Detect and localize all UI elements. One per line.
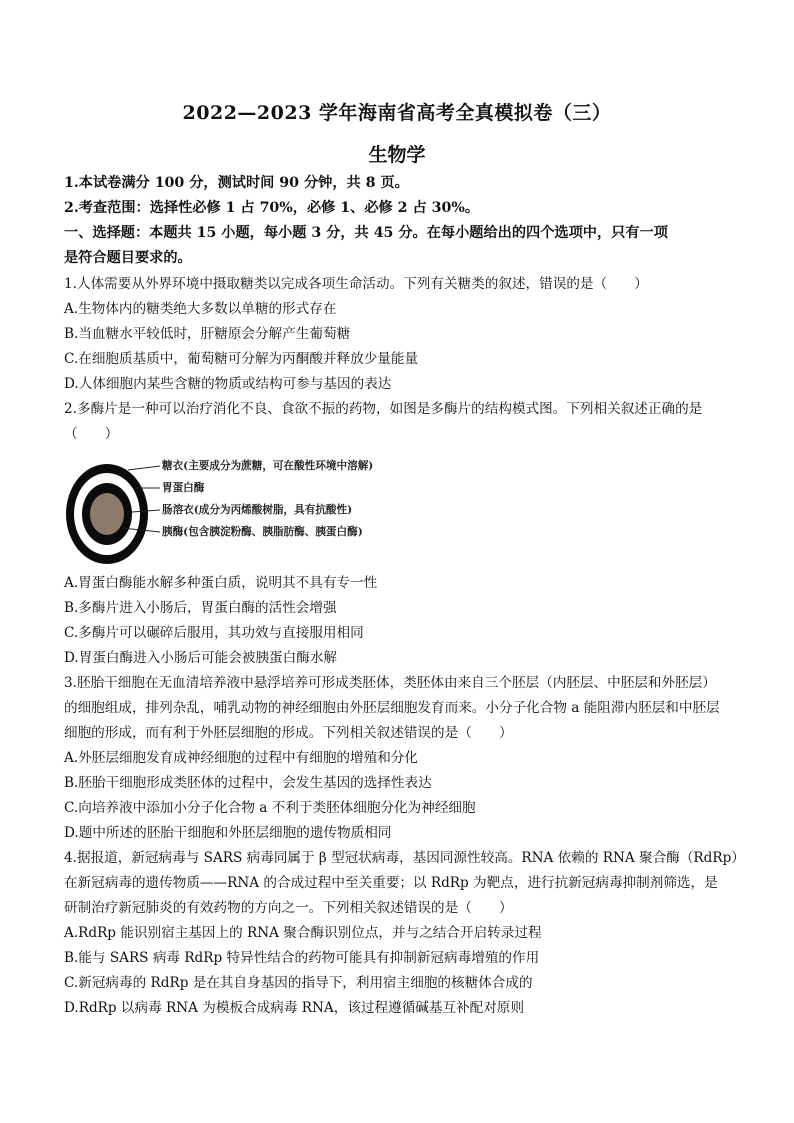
section-heading-line-2: 是符合题目要求的。 <box>64 250 192 266</box>
q4-option-d: D.RdRp 以病毒 RNA 为模板合成病毒 RNA，该过程遵循碱基互补配对原则 <box>64 1000 525 1016</box>
multi-enzyme-tablet-figure <box>62 450 422 575</box>
q3-option-b: B.胚胎干细胞形成类胚体的过程中，会发生基因的选择性表达 <box>64 775 432 791</box>
q2-option-a: A.胃蛋白酶能水解多种蛋白质，说明其不具有专一性 <box>64 575 378 591</box>
label-enteric-coat: 肠溶衣(成分为丙烯酸树脂，具有抗酸性) <box>162 504 353 516</box>
q4-stem-line-1: 4.据报道，新冠病毒与 SARS 病毒同属于 β 型冠状病毒，基因同源性较高。RNA 依赖的 RNA 聚合酶（RdRp） <box>64 850 745 866</box>
q4-option-b: B.能与 SARS 病毒 RdRp 特异性结合的药物可能具有抑制新冠病毒增殖的作用 <box>64 950 540 966</box>
label-pepsin: 胃蛋白酶 <box>162 482 205 494</box>
q1-stem: 1.人体需要从外界环境中摄取糖类以完成各项生命活动。下列有关糖类的叙述，错误的是（ ） <box>64 276 648 292</box>
q2-stem-line-2: （ ） <box>64 426 119 442</box>
q3-option-c: C.向培养液中添加小分子化合物 a 不利于类胚体细胞分化为神经细胞 <box>64 800 476 816</box>
q4-option-a: A.RdRp 能识别宿主基因上的 RNA 聚合酶识别位点，并与之结合开启转录过程 <box>64 925 542 941</box>
leader-line-1 <box>128 466 160 470</box>
q4-stem-line-2: 在新冠病毒的遗传物质——RNA 的合成过程中至关重要；以 RdRp 为靶点，进行抗新冠病毒抑制剂筛选，是 <box>64 875 718 891</box>
pancreatin-core <box>90 493 124 535</box>
q3-option-a: A.外胚层细胞发育成神经细胞的过程中有细胞的增殖和分化 <box>64 750 418 766</box>
subject-title: 生物学 <box>368 144 426 166</box>
q1-option-b: B.当血糖水平较低时，肝糖原会分解产生葡萄糖 <box>64 326 351 342</box>
label-sugar-coat: 糖衣(主要成分为蔗糖，可在酸性环境中溶解) <box>162 460 374 472</box>
q3-stem-line-2: 的细胞组成，排列杂乱，哺乳动物的神经细胞由外胚层细胞发育而来。小分子化合物 a 能阻滞内胚层和中胚层 <box>64 700 720 716</box>
note-2: 2.考查范围：选择性必修 1 占 70%，必修 1、必修 2 占 30%。 <box>64 200 480 216</box>
note-1: 1.本试卷满分 100 分，测试时间 90 分钟，共 8 页。 <box>64 175 409 191</box>
section-heading-line-1: 一、选择题：本题共 15 小题，每小题 3 分，共 45 分。在每小题给出的四个选项中，只有一项 <box>64 225 668 241</box>
q2-option-b: B.多酶片进入小肠后，胃蛋白酶的活性会增强 <box>64 600 337 616</box>
q3-stem-line-1: 3.胚胎干细胞在无血清培养液中悬浮培养可形成类胚体，类胚体由来自三个胚层（内胚层、中胚层和外胚层） <box>64 675 716 691</box>
q2-option-c: C.多酶片可以碾碎后服用，其功效与直接服用相同 <box>64 625 364 641</box>
label-pancreatin: 胰酶(包含胰淀粉酶、胰脂肪酶、胰蛋白酶) <box>162 526 363 538</box>
q1-option-c: C.在细胞质基质中，葡萄糖可分解为丙酮酸并释放少量能量 <box>64 351 419 367</box>
exam-title: 2022—2023 学年海南省高考全真模拟卷（三） <box>182 102 612 124</box>
q1-option-a: A.生物体内的糖类绝大多数以单糖的形式存在 <box>64 301 337 317</box>
q4-stem-line-3: 研制治疗新冠肺炎的有效药物的方向之一。下列相关叙述错误的是（ ） <box>64 900 513 916</box>
q4-option-c: C.新冠病毒的 RdRp 是在其自身基因的指导下，利用宿主细胞的核糖体合成的 <box>64 975 533 991</box>
q1-option-d: D.人体细胞内某些含糖的物质或结构可参与基因的表达 <box>64 376 392 392</box>
q2-stem-line-1: 2.多酶片是一种可以治疗消化不良、食欲不振的药物，如图是多酶片的结构模式图。下列相关叙述正确的是 <box>64 401 703 417</box>
q3-stem-line-3: 细胞的形成，而有利于外胚层细胞的形成。下列相关叙述错误的是（ ） <box>64 725 513 741</box>
q2-option-d: D.胃蛋白酶进入小肠后可能会被胰蛋白酶水解 <box>64 650 338 666</box>
q3-option-d: D.题中所述的胚胎干细胞和外胚层细胞的遗传物质相同 <box>64 825 392 841</box>
